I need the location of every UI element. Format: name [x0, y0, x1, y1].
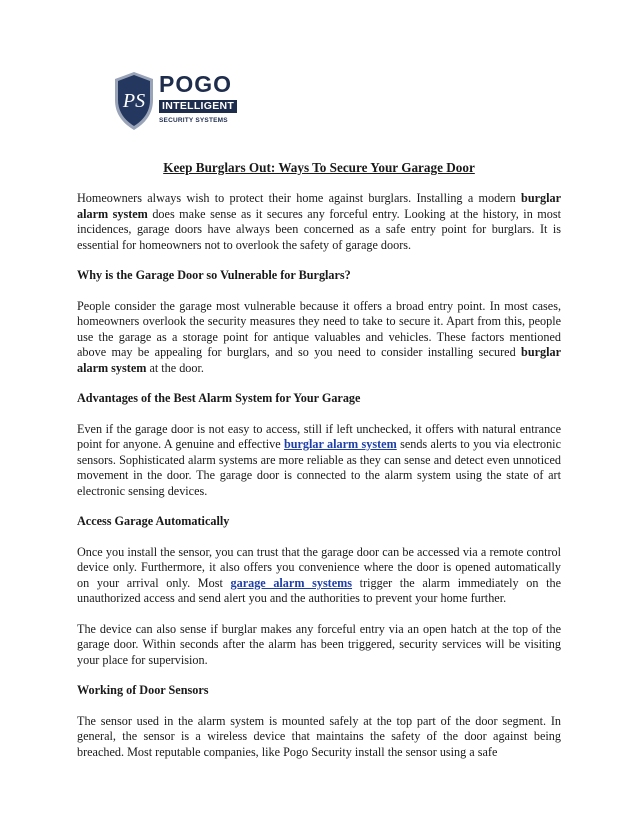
heading-sensors: Working of Door Sensors	[77, 683, 209, 697]
vulnerable-paragraph	[77, 299, 561, 377]
article-body	[77, 160, 561, 775]
advantages-paragraph	[77, 422, 561, 500]
access-text-2: trigger the alarm immediately on the unauthorized access and send alert you and the authorities to prevent your home further.	[77, 575, 561, 605]
vulnerable-text-1: People consider the garage most vulnerable because it offers a broad entry point. In most cases, homeowners overlook the security measures they need to take to secure it. Apart from this, people use the garage as a storage point for antique valuables and vehicles. These factors mentioned above may be appealing for burglars, and so you need to consider installing secured	[77, 298, 561, 359]
intro-text-1: Homeowners always wish to protect their home against burglars. Installing a modern	[77, 191, 522, 205]
advantages-text-1: Even if the garage door is not easy to access, still if left unchecked, it offers with natural entrance point for anyone. A genuine and effective	[77, 421, 561, 451]
logo-word-security-systems: SECURITY SYSTEMS	[159, 117, 228, 124]
access-text-1: Once you install the sensor, you can trust that the garage door can be accessed via a remote control device only. Furthermore, it also offers you convenience where the door is opened automatically on your arrival only. Most	[77, 544, 561, 590]
device-paragraph: The device can also sense if burglar makes any forceful entry via an open hatch at the top of the garage door. Within seconds after the alarm has been triggered, security services will be visiting your place for supervision.	[77, 621, 561, 667]
intro-bold-keyword: burglar alarm system	[77, 191, 561, 221]
access-paragraph	[77, 545, 561, 607]
advantages-text-2: sends alerts to you via electronic sensors. Sophisticated alarm systems are more reliable as they can sense and detect even unnoticed movement in the door. The garage door is connected to the alarm system using the state of art electronic sensing devices.	[77, 437, 561, 498]
burglar-alarm-system-link[interactable]: burglar alarm system	[283, 437, 397, 451]
intro-paragraph	[77, 191, 561, 253]
vulnerable-text-2: at the door.	[146, 360, 204, 375]
logo-monogram: PS	[122, 90, 146, 112]
shield-icon	[112, 70, 156, 132]
article-title: Keep Burglars Out: Ways To Secure Your Garage Door	[163, 160, 475, 175]
heading-vulnerable: Why is the Garage Door so Vulnerable for Burglars?	[77, 268, 351, 282]
heading-advantages: Advantages of the Best Alarm System for Your Garage	[77, 391, 361, 405]
logo-word-pogo: POGO	[159, 71, 233, 97]
intro-text-2: does make sense as it secures any forceful entry. Looking at the history, in most incidences, garage doors have always been concerned as a safe entry point for burglars. It is essential for homeowners not to overlook the safety of garage doors.	[77, 206, 561, 252]
vulnerable-bold-keyword: burglar alarm system	[77, 345, 561, 375]
company-logo	[112, 70, 235, 136]
sensors-paragraph: The sensor used in the alarm system is mounted safely at the top part of the door segment. In general, the sensor is a wireless device that maintains the safety of the door against being breached. Most reputable companies, like Pogo Security install the sensor using a safe	[77, 713, 561, 759]
garage-alarm-systems-link[interactable]: garage alarm systems	[230, 575, 353, 590]
logo-word-intelligent: INTELLIGENT	[159, 100, 237, 113]
logo-wordmark	[159, 73, 237, 125]
heading-access: Access Garage Automatically	[77, 514, 230, 528]
